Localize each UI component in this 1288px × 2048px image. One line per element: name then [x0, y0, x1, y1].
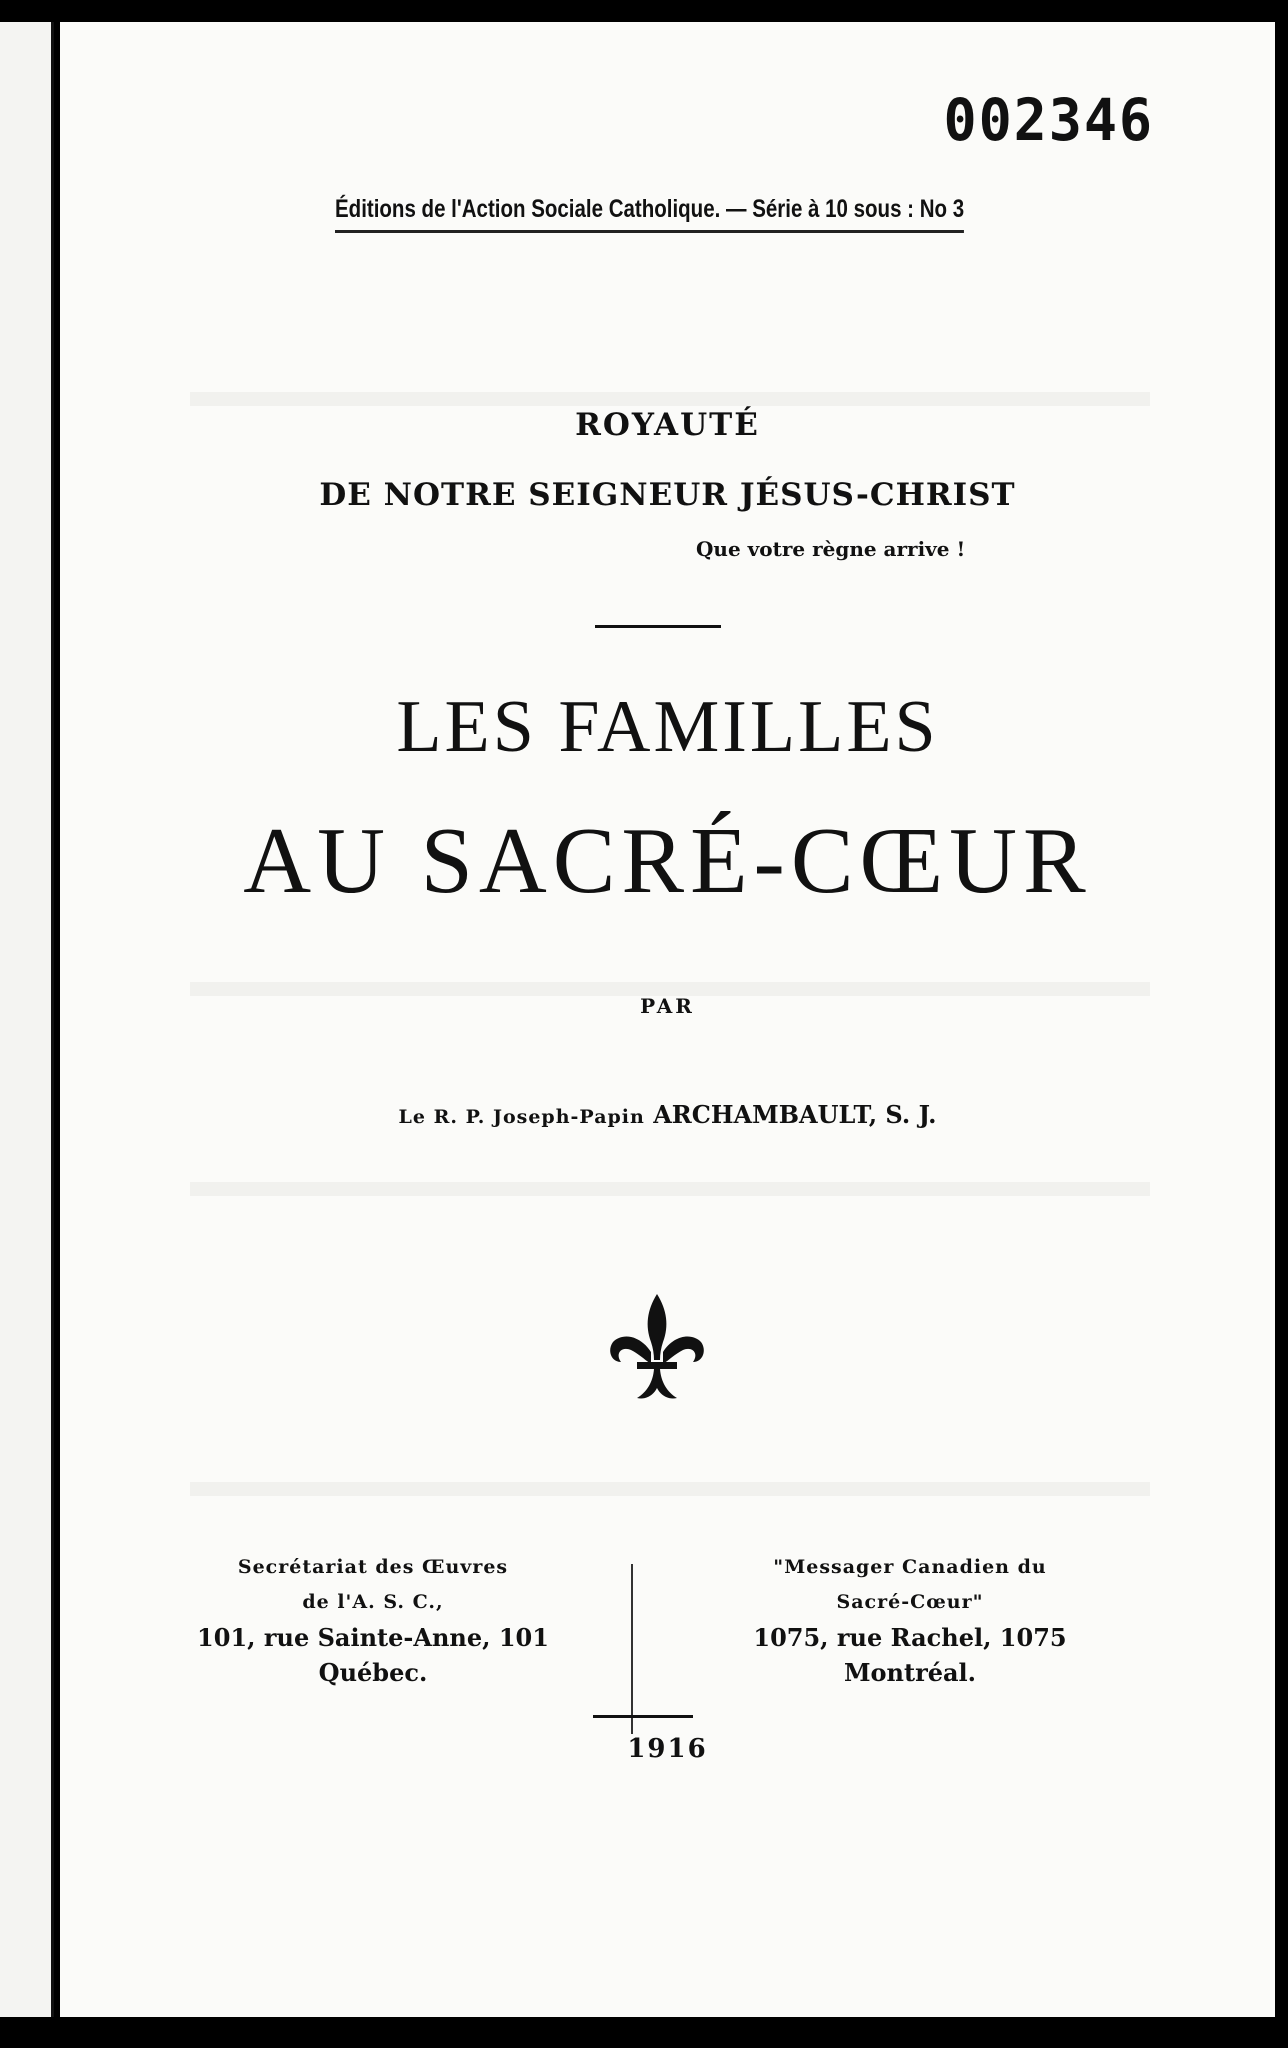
by-label: PAR: [640, 994, 695, 1018]
publisher-quebec-city: Québec.: [318, 1658, 428, 1687]
publisher-quebec-line-2: de l'A. S. C.,: [302, 1591, 444, 1613]
publisher-quebec: [153, 1550, 593, 1690]
show-through: [190, 1182, 1150, 1196]
document-number: 002346: [944, 86, 1155, 154]
publisher-quebec-address: 101, rue Sainte-Anne, 101: [197, 1623, 549, 1652]
column-divider: [631, 1564, 633, 1734]
publisher-quebec-line-1: Secrétariat des Œuvres: [237, 1556, 509, 1578]
previous-page-edge: [0, 22, 54, 2017]
heading-line-1: ROYAUTÉ: [575, 407, 760, 443]
show-through: [190, 1482, 1150, 1496]
title-line-1: LES FAMILLES: [396, 686, 939, 768]
publication-year: 1916: [627, 1734, 708, 1764]
motto: Que votre règne arrive !: [696, 537, 966, 561]
divider-rule: [595, 625, 721, 628]
series-line: Éditions de l'Action Sociale Catholique. — Série à 10 sous : No 3: [335, 195, 964, 233]
title-line-2: AU SACRÉ-CŒUR: [243, 809, 1092, 913]
author-surname: ARCHAMBAULT, S. J.: [653, 1100, 937, 1129]
publisher-montreal-line-2: Sacré-Cœur": [836, 1591, 984, 1613]
fleur-de-lis-icon: [607, 1292, 707, 1412]
author-prefix: Le R. P. Joseph-Papin: [398, 1106, 645, 1128]
publisher-montreal-city: Montréal.: [843, 1658, 977, 1687]
heading-line-2: DE NOTRE SEIGNEUR JÉSUS-CHRIST: [319, 477, 1016, 513]
publisher-montreal: [690, 1550, 1130, 1690]
author-line: [60, 1100, 1275, 1129]
publisher-montreal-address: 1075, rue Rachel, 1075: [753, 1623, 1067, 1652]
show-through: [190, 392, 1150, 406]
publisher-montreal-line-1: "Messager Canadien du: [773, 1556, 1047, 1578]
title-page: [60, 22, 1275, 2017]
year-rule: [593, 1715, 693, 1718]
